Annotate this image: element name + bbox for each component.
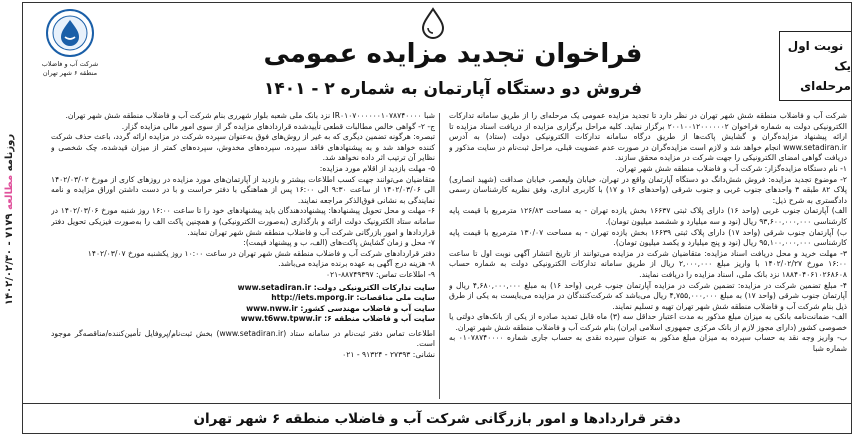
website-link[interactable]: www.nww.ir — [246, 303, 298, 313]
website-link[interactable]: http://iets.mporg.ir — [271, 293, 354, 303]
water-drop-emblem-icon — [46, 9, 94, 57]
intro-paragraph: شرکت آب و فاضلاب منطقه شش شهر تهران در نظر دارد تا تجدید مزایده عمومی یک مرحله‌ای را از طریق سامانه تدارکات الکترونیکی دولت به شماره فراخوان ۲۰۰۱۰۰۱۲۰۰۰۰۰۰۲ برگزار نماید. کلیه مراحل برگزاری مزایده از دریافت اسناد مزایده تا ارائه پیشنهاد مزایده‌گران و گشایش پاکت‌ها از طریق درگاه سامانه تدارکات الکترونیکی دولت (ستاد) به آدرس www.setadiran.ir انجام خواهد شد و لازم است مزایده‌گران در صورت عدم عضویت قبلی، مراحل ثبت‌نام در سایت مذکور و دریافت گواهی امضای الکترونیکی را جهت شرکت در مزایده محقق سازند. — [449, 111, 847, 163]
right-column — [449, 111, 847, 401]
website-entry — [51, 304, 435, 315]
round-label: نوبت اول — [787, 39, 844, 53]
clause-item: ۹- اطلاعات تماس: ۸۸۷۴۹۳۹۷-۰۲۱ — [325, 269, 435, 279]
website-link[interactable]: www.t6ww.tpww.ir — [240, 314, 322, 324]
advertisement-frame — [22, 2, 852, 434]
clause-item: ۸- هزینه درج آگهی به عهده برنده مزایده می‌باشد. — [278, 259, 435, 269]
clause-item: ۱- نام دستگاه مزایده‌گزار: شرکت آب و فاضلاب منطقه شش شهر تهران. — [616, 163, 847, 173]
clause-item: تبصره: هرگونه تضمین دیگری که به غیر از روش‌های فوق به‌عنوان سپرده شرکت در مزایده ارائه گردد، باعث حذف شرکت کننده خواهد شد و به پیشنهادهای فاقد سپرده، سپرده‌های مخدوش، سپرده‌های کمتر از میزان قیدشده، چک شخصی و نظایر آن ترتیب اثر داده نخواهد شد. — [51, 132, 435, 163]
company-logo — [31, 9, 109, 99]
website-entry — [51, 314, 435, 325]
clause-item: ۷- محل و زمان گشایش پاکت‌های (الف، ب و پیشنهاد قیمت): — [243, 238, 435, 248]
left-column — [51, 111, 435, 401]
clause-item: ۲- موضوع تجدید مزایده: فروش شش‌دانگ دو دستگاه آپارتمان واقع در تهران، خیابان ولیعصر، خیابان صداقت (شهید انصاری) پلاک ۸۲ طبقه ۳ واحدهای جنوب غربی و جنوب شرقی (واحدهای ۱۶ و ۱۷) با کاربری اداری، وفق نظریه کارشناسان رسمی دادگستری به شرح ذیل: — [449, 174, 847, 205]
website-label: سایت آب و فاضلاب مهندسی کشور: — [300, 303, 435, 313]
clause-item: الف) آپارتمان جنوب غربی (واحد ۱۶) دارای پلاک ثبتی ۱۶۶۳۷ بخش یازده تهران - به مساحت ۱۲۶/۸۳ مترمربع با قیمت پایه کارشناسی ۹۳,۶۰۰,۰۰۰,۰۰۰ ریال (نود و سه میلیارد و ششصد میلیون تومان). — [449, 206, 847, 226]
drop-icon — [417, 5, 449, 41]
stage-label: یک مرحله‌ای — [800, 59, 851, 93]
newspaper-side-strip — [0, 0, 20, 438]
clause-item: متقاضیان می‌توانند جهت کسب اطلاعات بیشتر و بازدید از آپارتمان‌های مورد مزایده در روزهای کاری از مورخ ۱۴۰۲/۰۳/۰۲ الی ۱۴۰۲/۰۳/۰۶ از ساعت ۹:۳۰ الی ۱۶:۰۰ پس از هماهنگی با دفتر حراست و با در دست داشتن اوراق مزایده و نامه نمایندگی به نشانی فوق‌الذکر مراجعه نمایند. — [51, 174, 435, 205]
logo-org-line1: شرکت آب و فاضلاب — [41, 60, 99, 68]
newspaper-issue: ۷۱۷۹ - ۱۴۰۲/۰۲/۳۰ — [4, 212, 16, 305]
website-label: سایت ملی مناقصات: — [356, 293, 435, 303]
clause-item: دفتر قراردادهای شرکت آب و فاضلاب منطقه شش شهر تهران در ساعت ۱۰:۰۰ روز یکشنبه مورخ ۱۴۰۲/۰۳/۰۷ — [87, 248, 435, 258]
clause-item: الف- ضمانت‌نامه بانکی به میزان مبلغ مذکور به مدت اعتبار حداقل سه (۳) ماه قابل تمدید صادره از یکی از بانک‌های دولتی یا خصوصی کشور (دارای مجوز لازم از بانک مرکزی جمهوری اسلامی ایران) بنام شرکت آب و فاضلاب منطقه شش شهر تهران. — [449, 312, 847, 332]
logo-org-line2: منطقه ۶ شهر تهران — [42, 69, 98, 77]
website-label: سایت تدارکات الکترونیکی دولت: — [313, 282, 435, 292]
clause-item: شبا IR۰۱۰۷۰۰۰۰۰۰۱۰۷۸۷۴۰۰۰۰ نزد بانک ملی شعبه بلوار شهرری بنام شرکت آب و فاضلاب منطقه شش شهر تهران. — [65, 111, 435, 120]
newspaper-name: روزنامه — [4, 133, 16, 171]
website-label: سایت آب و فاضلاب منطقه ۶: — [324, 314, 435, 324]
footer-signature: دفتر قراردادها و امور بازرگانی شرکت آب و فاضلاب منطقه ۶ شهر تهران — [23, 403, 851, 433]
clause-item: ۵- مهلت بازدید از اقلام مورد مزایده: — [319, 163, 435, 173]
page-subtitle: فروش دو دستگاه آپارتمان به شماره ۲ - ۱۴۰۱ — [263, 79, 643, 99]
page-title: فراخوان تجدید مزایده عمومی — [263, 39, 643, 69]
column-divider — [439, 113, 440, 399]
clause-item: ج- ۲- گواهی خالص مطالبات قطعی تأییدشده قراردادهای مزایده گر از سوی امور مالی مزایده گزار. — [121, 121, 435, 131]
clause-item: ۳- مهلت خرید و محل دریافت اسناد مزایده: متقاضیان شرکت در مزایده می‌توانند از تاریخ انتشار آگهی نوبت اول تا ساعت ۱۶:۰۰ مورخ ۱۴۰۲/۰۲/۲۷ با واریز مبلغ ۲,۰۰۰,۰۰۰ ریال از طریق سامانه تدارکات الکترونیکی دولت به شماره حساب ۱۸۸۴۰۴۰۶۱۰۲۶۸۶۰۸ نزد بانک ملی، اسناد مزایده را دریافت نمایند. — [449, 248, 847, 279]
clause-item: ۴- مبلغ تضمین شرکت در مزایده: تضمین شرکت در مزایده آپارتمان جنوب غربی (واحد ۱۶) به مبلغ ۴,۶۸۰,۰۰۰,۰۰۰ ریال و آپارتمان جنوب شرقی (واحد ۱۷) به مبلغ ۴,۷۵۵,۰۰۰,۰۰۰ ریال می‌باشد که شرکت‌کنندگان در مزایده می‌بایست به یکی از طرق ذیل بنام شرکت آب و فاضلاب منطقه شش شهر تهران تهیه و تسلیم نمایند. — [449, 280, 847, 311]
website-list — [51, 283, 435, 325]
website-entry — [51, 283, 435, 294]
clause-item: ب- واریز وجه نقد به حساب سپرده به میزان مبلغ مذکور به عنوان سپرده نقدی به حساب جاری شماره ۰۱۰۷۸۷۴۰۰۰۰ به شماره شبا — [449, 333, 847, 354]
round-badge — [779, 31, 851, 101]
clause-item: ۶- مهلت و محل تحویل پیشنهادها: پیشنهاددهندگان باید پیشنهادهای خود را تا ساعت ۱۶:۰۰ روز شنبه مورخ ۱۴۰۲/۰۳/۰۶ در سامانه ستاد الکترونیک دولت ارائه و بارگذاری (به‌صورت الکترونیکی) و همچنین پاکت الف را به‌صورت فیزیکی تحویل دفتر قراردادها و امور بازرگانی شرکت آب و فاضلاب منطقه شش شهر تهران نمایند. — [51, 206, 435, 237]
closing-note: اطلاعات تماس دفتر ثبت‌نام در سامانه ستاد (www.setadiran.ir) بخش ثبت‌نام/پروفایل تأمین‌کننده/مناقصه‌گر موجود است. — [51, 328, 435, 349]
newspaper-brand: مطالعه — [4, 174, 16, 210]
website-link[interactable]: www.setadiran.ir — [237, 282, 312, 292]
website-entry — [51, 293, 435, 304]
clause-item: ب) آپارتمان جنوب شرقی (واحد ۱۷) دارای پلاک ثبتی ۱۶۶۳۹ بخش یازده تهران - به مساحت ۱۳۰/۰۷ مترمربع با قیمت پایه کارشناسی ۹۵,۱۰۰,۰۰۰,۰۰۰ ریال (نود و پنج میلیارد و یکصد میلیون تومان). — [449, 227, 847, 248]
closing-contact: نشانی: ۲۷۳۹۳ - ۹۱۳۲۴ - ۰۲۱ — [342, 350, 435, 360]
